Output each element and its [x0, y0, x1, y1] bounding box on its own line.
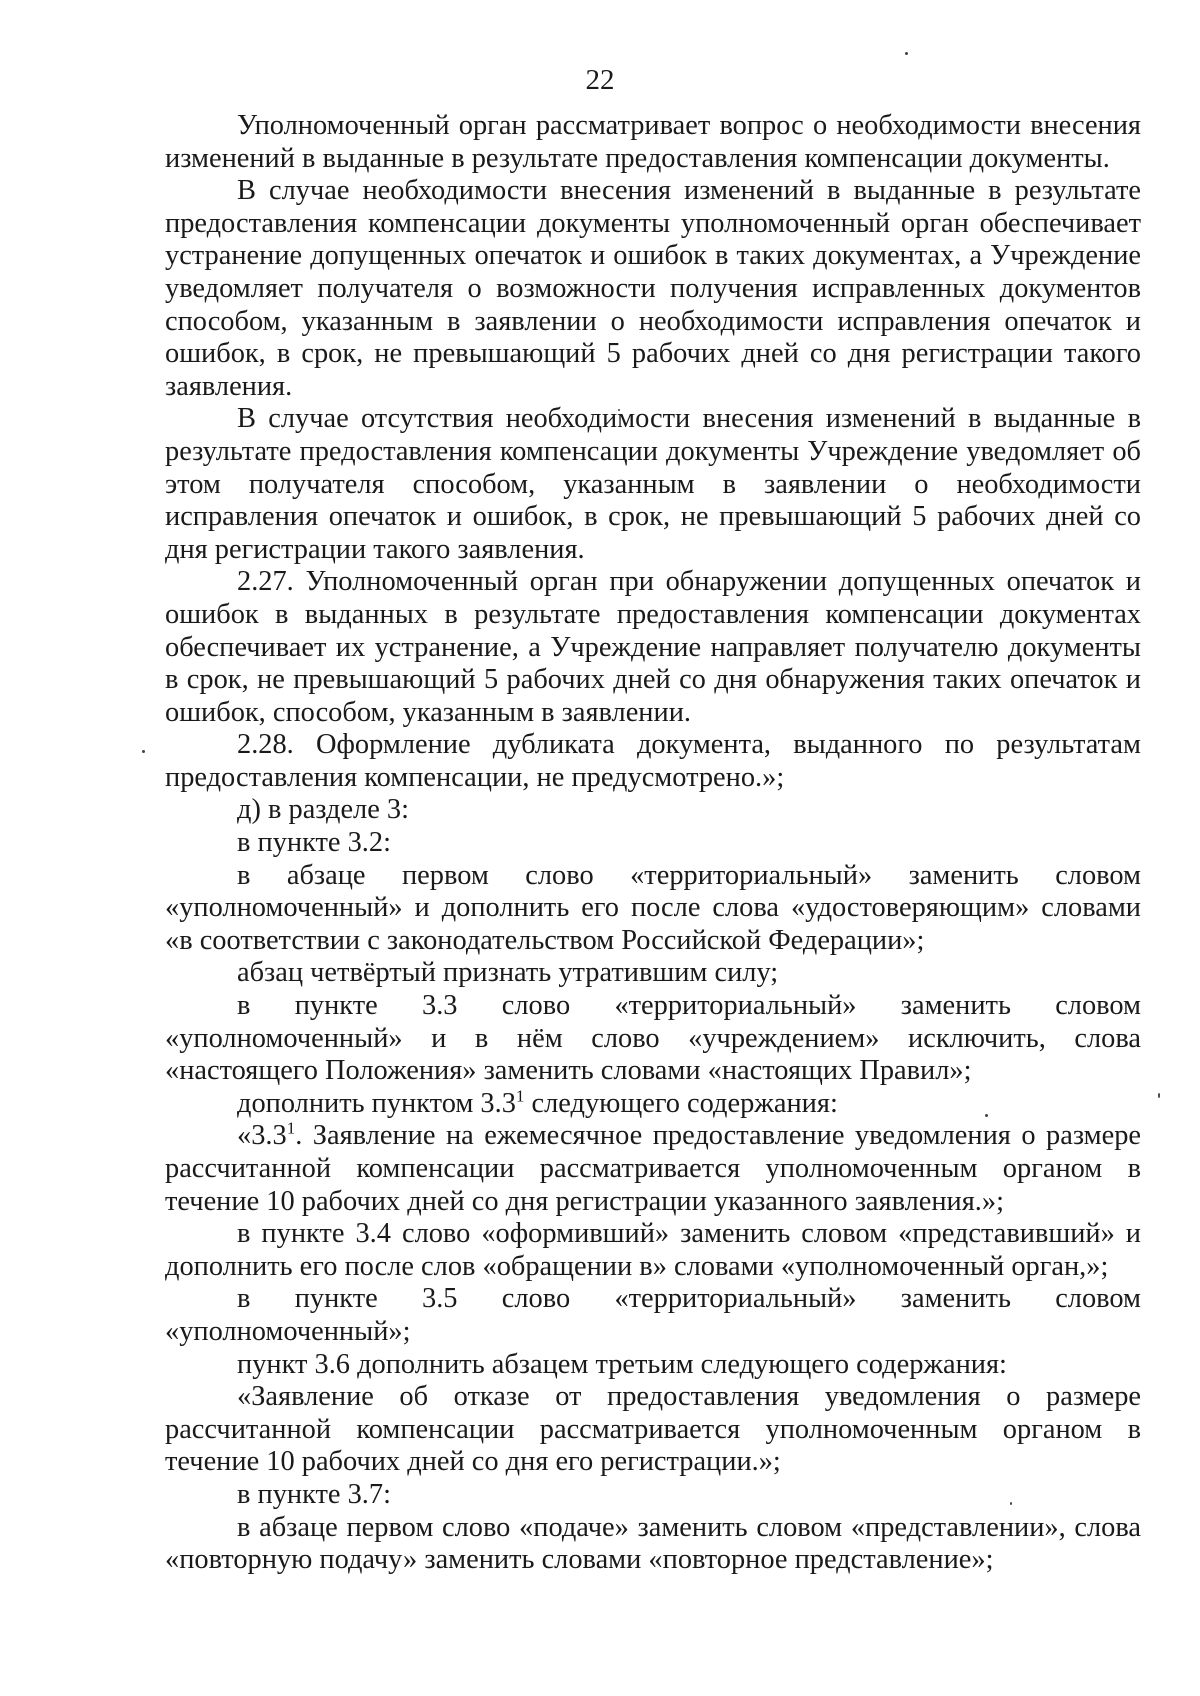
paragraph: абзац четвёртый признать утратившим силу; [237, 957, 779, 989]
paragraph: в абзаце первом слово «подаче» заменить словом «представлении», слова «повторную подачу» заменить словами «повторное представление»; [165, 1511, 1141, 1576]
paragraph: «Заявление об отказе от предоставления уведомления о размере рассчитанной компенсации рассматривается уполномоченным органом в течение 10 рабочих дней со дня его регистрации.»; [165, 1381, 1141, 1478]
paragraph: в пункте 3.2: [237, 827, 391, 859]
paragraph: пункт 3.6 дополнить абзацем третьим следующего содержания: [237, 1348, 1007, 1380]
paragraph: 2.28. Оформление дубликата документа, выданного по результатам предоставления компенсации, не предусмотрено.»; [165, 729, 1141, 793]
scan-speck [905, 52, 908, 55]
scan-speck [1158, 1093, 1160, 1098]
paragraph: в пункте 3.5 слово «территориальный» заменить словом «уполномоченный»; [165, 1283, 1141, 1347]
paragraph: в пункте 3.4 слово «оформивший» заменить словом «представивший» и дополнить его после слов «обращении в» словами «уполномоченный орган,»; [165, 1218, 1141, 1282]
paragraph-text: следующего содержания: [524, 1087, 838, 1119]
paragraph: 2.27. Уполномоченный орган при обнаружении допущенных опечаток и ошибок в выданных в результате предоставления компенсации документах обеспечивает их устранение, а Учреждение направляет получателю документы в срок, не превышающий 5 рабочих дней со дня обнаружения таких опечаток и ошибок, способом, указанным в заявлении. [165, 566, 1141, 728]
paragraph: в пункте 3.7: [237, 1478, 391, 1510]
paragraph: в абзаце первом слово «территориальный» заменить словом «уполномоченный» и дополнить его после слова «удостоверяющим» словами «в соответствии с законодательством Российской Федерации»; [165, 859, 1141, 956]
paragraph: В случае отсутствия необходимости внесения изменений в выданные в результате предоставления компенсации документы Учреждение уведомляет об этом получателя способом, указанным в заявлении о необходимости исправления опечаток и ошибок, в срок, не превышающий 5 рабочих дней со дня регистрации такого заявления. [165, 403, 1141, 565]
superscript: 1 [515, 1086, 525, 1106]
paragraph: д) в разделе 3: [237, 794, 409, 826]
document-body [165, 110, 1141, 1577]
paragraph: В случае необходимости внесения изменений в выданные в результате предоставления компенсации документы уполномоченный орган обеспечивает устранение допущенных опечаток и ошибок в таких документах, а Учреждение уведомляет получателя о возможности получения исправленных документов способом, указанным в заявлении о необходимости исправления опечаток и ошибок, в срок, не превышающий 5 рабочих дней со дня регистрации такого заявления. [165, 175, 1141, 402]
paragraph: в пункте 3.3 слово «территориальный» заменить словом «уполномоченный» и в нём слово «учреждением» исключить, слова «настоящего Положения» заменить словами «настоящих Правил»; [165, 990, 1141, 1087]
paragraph [165, 1120, 1141, 1218]
scan-speck [142, 750, 145, 753]
paragraph [165, 1088, 1141, 1121]
paragraph-text: «3.3 [237, 1120, 287, 1152]
paragraph: Уполномоченный орган рассматривает вопрос о необходимости внесения изменений в выданные в результате предоставления компенсации документы. [165, 110, 1141, 174]
page-number: 22 [585, 64, 615, 96]
paragraph-text: дополнить пунктом 3.3 [237, 1087, 516, 1119]
paragraph-text: . Заявление на ежемесячное предоставление уведомления о размере рассчитанной компенсации рассматривается уполномоченным органом в течение 10 рабочих дней со дня регистрации указанного заявления.»; [165, 1120, 1141, 1217]
superscript: 1 [286, 1118, 296, 1138]
